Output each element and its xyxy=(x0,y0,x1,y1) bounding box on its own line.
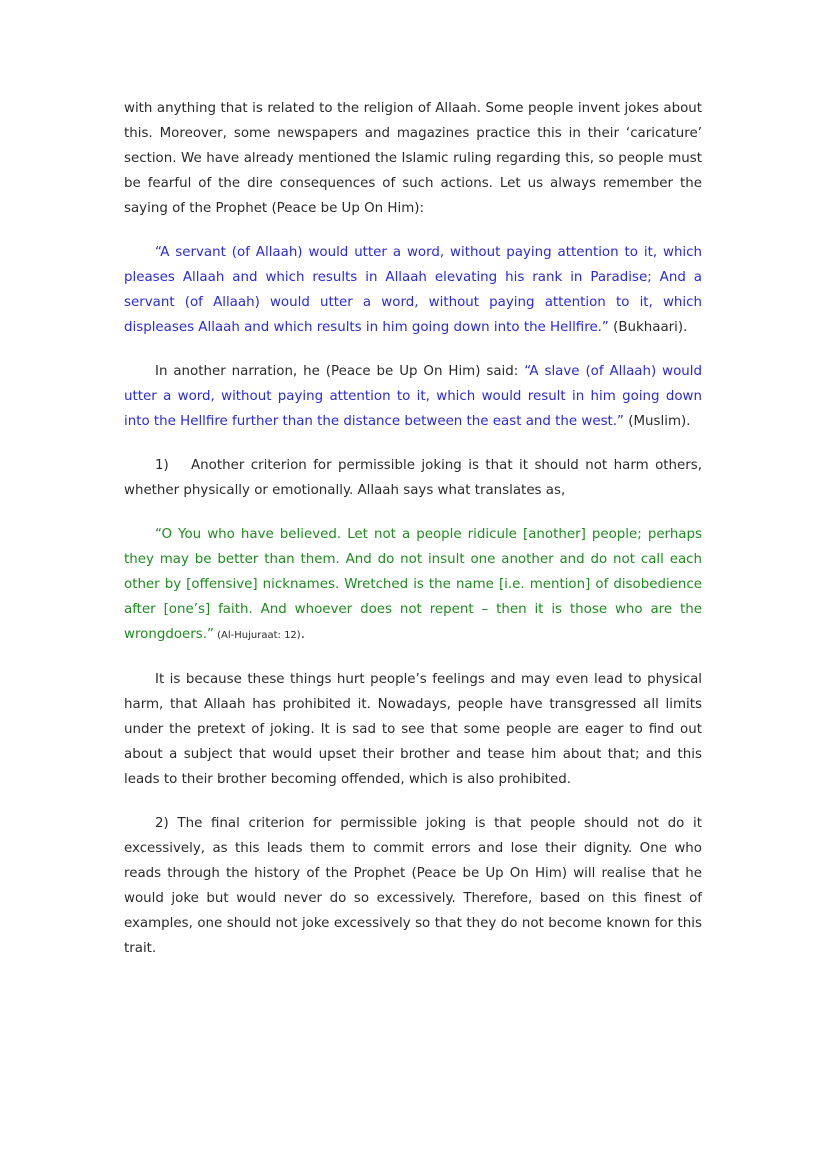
list-number: 2) xyxy=(155,816,169,831)
criterion-1 xyxy=(124,453,702,503)
quran-reference-end: . xyxy=(300,627,305,642)
hadith-quote-text: “A servant (of Allaah) would utter a word, without paying attention to it, which pleases Allaah and which results in Allaah elevating his rank in Paradise; And a servant (of Allaah) would utter a word, without paying attention to it, which displeases Allaah and which results in him going down into the Hellfire.” xyxy=(124,245,702,335)
hadith-reference: (Bukhaari). xyxy=(608,320,688,335)
quran-reference: (Al-Hujuraat: 12) xyxy=(213,630,301,641)
criterion-text: Another criterion for permissible joking is that it should not harm others, whether physically or emotionally. Allaah says what translates as, xyxy=(124,458,702,498)
narration-intro: In another narration, he (Peace be Up On Him) said: xyxy=(155,364,525,379)
document-page xyxy=(124,96,702,980)
paragraph-explanation xyxy=(124,667,702,792)
quran-quote-text: “O You who have believed. Let not a people ridicule [another] people; perhaps they may be better than them. And do not insult one another and do not call each other by [offensive] nicknames. Wretched is the name [i.e. mention] of disobedience after [one’s] faith. And whoever does not repent – then it is those who are the wrongdoers.” xyxy=(124,527,702,642)
hadith-quote-bukhaari xyxy=(124,240,702,340)
quran-quote xyxy=(124,522,702,648)
paragraph-intro xyxy=(124,96,702,221)
list-number: 1) xyxy=(155,458,169,473)
hadith-quote-muslim xyxy=(124,359,702,434)
criterion-text: The final criterion for permissible joking is that people should not do it excessively, as this leads them to commit errors and lose their dignity. One who reads through the history of the Prophet (Peace be Up On Him) will realise that he would joke but would never do so excessively. Therefore, based on this finest of examples, one should not joke excessively so that they do not become known for this trait. xyxy=(124,816,702,956)
paragraph-explanation-text: It is because these things hurt people’s feelings and may even lead to physical harm, that Allaah has prohibited it. Nowadays, people have transgressed all limits under the pretext of joking. It is sad to see that some people are eager to find out about a subject that would upset their brother and tease him about that; and this leads to their brother becoming offended, which is also prohibited. xyxy=(124,672,702,787)
criterion-2 xyxy=(124,811,702,961)
hadith-reference: (Muslim). xyxy=(624,414,691,429)
hadith-quote-text: “A slave (of Allaah) would utter a word, without paying attention to it, which would result in him going down into the Hellfire further than the distance between the east and the west.” xyxy=(124,364,702,429)
paragraph-intro-text: with anything that is related to the religion of Allaah. Some people invent jokes about this. Moreover, some newspapers and magazines practice this in their ‘caricature’ section. We have already mentioned the Islamic ruling regarding this, so people must be fearful of the dire consequences of such actions. Let us always remember the saying of the Prophet (Peace be Up On Him): xyxy=(124,101,702,216)
